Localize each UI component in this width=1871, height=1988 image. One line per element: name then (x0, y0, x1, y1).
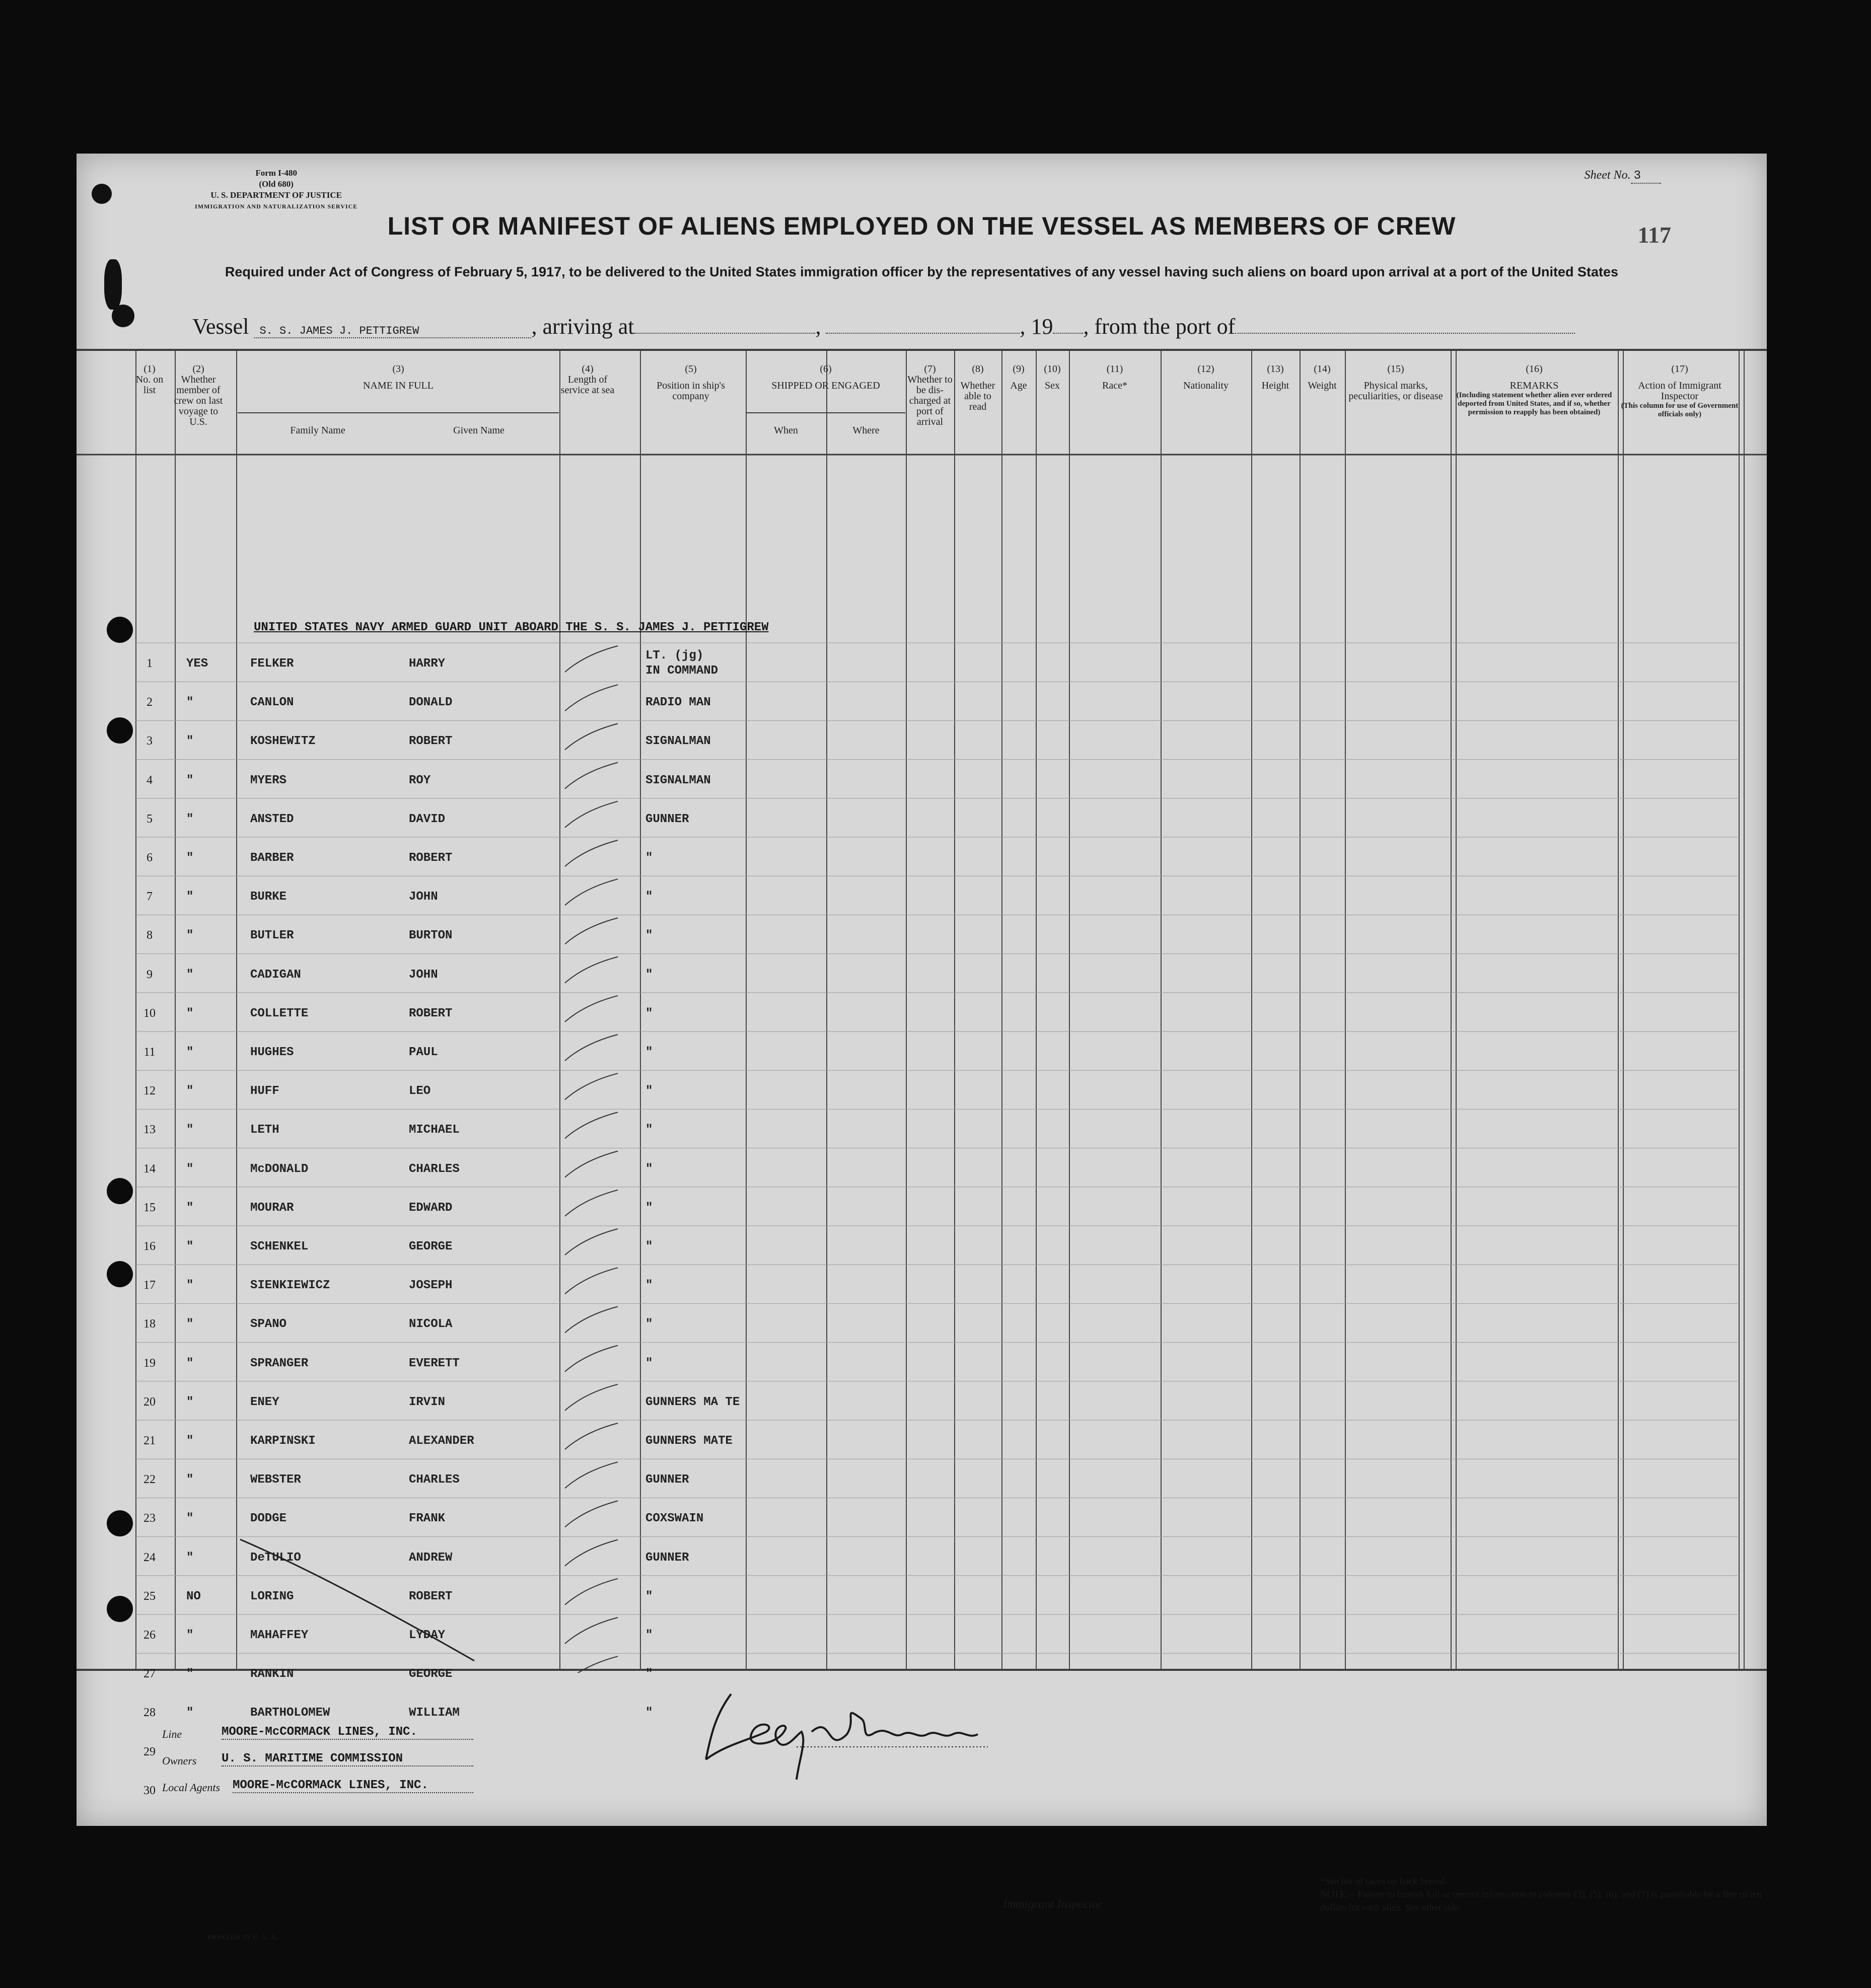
position-cell: " (645, 1123, 653, 1137)
family-name-cell: BURKE (250, 890, 287, 904)
position-cell: " (645, 890, 653, 904)
family-name-cell: BUTLER (250, 929, 294, 943)
given-name-cell: GEORGE (409, 1240, 453, 1254)
row-number: 8 (147, 929, 153, 942)
given-name-cell: ALEXANDER (409, 1434, 474, 1448)
col-4-label: Length of service at sea (560, 374, 615, 396)
given-name-cell: LYDAY (409, 1629, 446, 1642)
row-number: 30 (143, 1784, 156, 1797)
family-name-cell: MAHAFFEY (250, 1629, 309, 1642)
row-number: 18 (143, 1317, 156, 1331)
row-number: 4 (147, 773, 153, 787)
given-name-cell: HARRY (409, 657, 446, 671)
col-17-sublabel: (This column for use of Government officials only) (1621, 402, 1739, 418)
arriving-label: , arriving at (531, 314, 634, 339)
service-length-slash (565, 1229, 618, 1255)
from-port-label: , from the port of (1083, 314, 1236, 339)
row-number: 27 (143, 1667, 156, 1681)
row-number: 25 (143, 1589, 156, 1603)
prior-voyage-value: " (186, 1706, 194, 1720)
manifest-sheet (77, 154, 1767, 1941)
family-name-cell: MYERS (250, 773, 287, 787)
service-length-slash (565, 840, 618, 866)
given-name-cell: CHARLES (409, 1162, 460, 1176)
col-9-header (1002, 364, 1035, 391)
service-length-slash (565, 1190, 618, 1216)
position-cell: " (645, 1629, 653, 1642)
position-cell: " (645, 929, 653, 943)
ink-blot (104, 259, 122, 310)
row-number: 13 (143, 1123, 156, 1137)
prior-voyage-value: " (186, 1473, 194, 1487)
races-note: *See list of races on back hereof. (1320, 1876, 1447, 1887)
manifest-grid (77, 349, 1767, 1673)
col-15-label: Physical marks, peculiarities, or disease (1348, 380, 1443, 402)
row-number: 22 (143, 1473, 156, 1487)
col-9-label: Age (1010, 380, 1027, 391)
prior-voyage-value: " (186, 1317, 194, 1332)
given-name-cell: JOHN (409, 890, 438, 904)
inspector-title: Immigrant Inspector (1003, 1898, 1103, 1911)
family-name-cell: SCHENKEL (250, 1240, 309, 1254)
prior-voyage-value: " (186, 734, 194, 749)
position-cell: " (645, 1046, 653, 1059)
where-header: Where (852, 425, 880, 436)
service-length-slash (565, 1579, 618, 1605)
position-cell: " (645, 1279, 653, 1293)
family-name-cell: FELKER (250, 657, 294, 671)
family-name-cell: LETH (250, 1123, 279, 1137)
position-cell: " (645, 1317, 653, 1332)
position-cell: " (645, 1589, 653, 1603)
service-length-slash (565, 801, 618, 828)
col-9-number: (9) (1013, 363, 1025, 375)
col-6-label: SHIPPED OR ENGAGED (771, 380, 880, 391)
family-name-cell: KARPINSKI (250, 1434, 316, 1448)
page-subtitle: Required under Act of Congress of February 5, 1917, to be delivered to the United States immigration officer by the representatives of any vessel having such aliens on board upon arrival at a port of the United States (225, 264, 1619, 279)
row-number: 16 (143, 1240, 156, 1253)
col-14-header (1300, 364, 1344, 391)
local-agents-label: Local Agents (162, 1781, 221, 1794)
family-name-cell: McDONALD (250, 1162, 309, 1176)
family-name-cell: ENEY (250, 1395, 279, 1409)
penalty-note: NOTE.—Failure to furnish full or correct information in columns (3), (5), (6), and (7) is punishable by a fine of ten dollars for each alien. See other side. (1320, 1889, 1762, 1913)
given-name-header: Given Name (453, 425, 505, 436)
local-agents-value: MOORE-McCORMACK LINES, INC. (233, 1779, 473, 1793)
col-1-label: No. on list (135, 374, 164, 396)
prior-voyage-value: " (186, 1395, 194, 1409)
row-number: 26 (143, 1629, 156, 1642)
prior-voyage-value: " (186, 1512, 194, 1526)
row-number: 29 (143, 1745, 156, 1758)
position-cell: " (645, 1706, 653, 1720)
family-name-cell: HUGHES (250, 1046, 294, 1059)
service-length-slash (565, 1306, 618, 1333)
prior-voyage-value: NO (186, 1589, 201, 1603)
service-length-slash (565, 723, 618, 750)
family-name-cell: BARBER (250, 851, 294, 865)
prior-voyage-value: " (186, 1084, 194, 1098)
col-10-label: Sex (1045, 380, 1060, 391)
family-name-header: Family Name (290, 425, 345, 436)
family-name-cell: CANLON (250, 696, 294, 710)
col-15-header (1345, 364, 1446, 402)
family-name-cell: SPRANGER (250, 1356, 309, 1370)
row-number: 14 (143, 1162, 156, 1175)
prior-voyage-value: " (186, 890, 194, 904)
position-cell: GUNNER (645, 812, 689, 826)
service-length-slash (565, 1462, 618, 1488)
given-name-cell: EDWARD (409, 1201, 453, 1215)
form-identifier (195, 168, 357, 212)
given-name-cell: FRANK (409, 1512, 446, 1526)
given-name-cell: ROBERT (409, 734, 453, 749)
col-2-header (173, 364, 224, 427)
printed-in-usa: PRINTED IN U. S. A. (207, 1933, 278, 1941)
row-number: 23 (143, 1512, 156, 1525)
year-label: , 19 (1020, 314, 1053, 339)
col-2-number: (2) (192, 363, 204, 375)
col-12-label: Nationality (1183, 380, 1229, 391)
prior-voyage-value: " (186, 929, 194, 943)
position-cell: SIGNALMAN (645, 773, 711, 787)
owners-label: Owners (162, 1754, 197, 1767)
col-7-header (906, 364, 954, 427)
col-8-header (955, 364, 1001, 412)
footnotes (1320, 1875, 1763, 1915)
col-13-number: (13) (1267, 363, 1284, 375)
row-number: 21 (143, 1434, 156, 1447)
prior-voyage-value: " (186, 1006, 194, 1020)
position-cell: " (645, 1356, 653, 1370)
service-length-slash (565, 685, 618, 711)
family-name-cell: LORING (250, 1589, 294, 1603)
service-length-slash (565, 957, 618, 983)
position-cell: " (645, 1006, 653, 1020)
prior-voyage-value: " (186, 1240, 194, 1254)
family-name-cell: HUFF (250, 1084, 279, 1098)
position-cell: GUNNER (645, 1551, 689, 1565)
prior-voyage-value: " (186, 1046, 194, 1059)
ink-blot (112, 305, 134, 327)
col-6-header (746, 364, 905, 391)
row-number: 24 (143, 1551, 156, 1564)
col-16-number: (16) (1526, 363, 1543, 375)
given-name-cell: ROY (409, 773, 431, 787)
col-6-number: (6) (820, 363, 832, 375)
given-name-cell: PAUL (409, 1046, 438, 1059)
col-11-label: Race* (1102, 380, 1127, 391)
vessel-line: Vessel S. S. JAMES J. PETTIGREW , arriving at , , 19 , from the port of (192, 314, 1575, 339)
given-name-cell: ANDREW (409, 1551, 453, 1565)
service-length-slash (565, 1268, 618, 1294)
prior-voyage-value: " (186, 968, 194, 982)
position-cell: " (645, 1240, 653, 1254)
prior-voyage-value: " (186, 1551, 194, 1565)
position-cell: " (645, 1084, 653, 1098)
prior-voyage-value: " (186, 1434, 194, 1448)
prior-voyage-value: " (186, 1123, 194, 1137)
department-name: U. S. DEPARTMENT OF JUSTICE (210, 190, 342, 200)
form-old-number: (Old 680) (259, 179, 294, 189)
row-number: 1 (147, 657, 153, 670)
col-16-header (1451, 364, 1617, 417)
service-length-slash (565, 646, 618, 672)
col-11-number: (11) (1106, 363, 1123, 375)
given-name-cell: DONALD (409, 696, 453, 710)
col-1-header (134, 364, 165, 396)
row-number: 12 (143, 1084, 156, 1098)
prior-voyage-value: " (186, 696, 194, 710)
row-number: 15 (143, 1201, 156, 1214)
service-length-slash (565, 996, 618, 1022)
row-number: 11 (143, 1046, 156, 1059)
prior-voyage-value: " (186, 1356, 194, 1370)
sheet-number-label: Sheet No. (1584, 169, 1631, 182)
col-10-number: (10) (1044, 363, 1061, 375)
col-15-number: (15) (1387, 363, 1404, 375)
col-8-label: Whether able to read (960, 380, 995, 412)
position-cell: SIGNALMAN (645, 734, 711, 749)
prior-voyage-value: " (186, 1201, 194, 1215)
col-5-label: Position in ship's company (657, 380, 725, 402)
line-value: MOORE-McCORMACK LINES, INC. (222, 1725, 473, 1740)
given-name-cell: ROBERT (409, 1589, 453, 1603)
prior-voyage-value: " (186, 773, 194, 787)
col-1-number: (1) (143, 363, 156, 375)
row-number: 28 (143, 1706, 156, 1720)
service-length-slash (565, 1346, 618, 1372)
col-5-number: (5) (685, 363, 697, 375)
row-number: 17 (143, 1279, 156, 1292)
service-length-slash (565, 1112, 618, 1138)
row-number: 20 (143, 1395, 156, 1409)
service-length-slash (565, 879, 618, 905)
col-16-label: REMARKS (1509, 380, 1559, 391)
given-name-cell: IRVIN (409, 1395, 446, 1409)
col-17-label: Action of Immigrant Inspector (1638, 380, 1721, 402)
family-name-cell: SIENKIEWICZ (250, 1279, 330, 1293)
position-cell: GUNNERS MATE (645, 1434, 733, 1448)
prior-voyage-value: YES (186, 657, 208, 671)
inspector-signature (696, 1684, 1008, 1785)
col-12-number: (12) (1197, 363, 1214, 375)
given-name-cell: ROBERT (409, 851, 453, 865)
position-cell: " (645, 1162, 653, 1176)
owners-value: U. S. MARITIME COMMISSION (222, 1752, 473, 1766)
stamped-page-number: 117 (1637, 222, 1671, 248)
prior-voyage-value: " (186, 851, 194, 865)
col-2-label: Whether member of crew on last voyage to U.S. (174, 374, 223, 427)
col-13-header (1252, 364, 1299, 391)
when-header: When (774, 425, 798, 436)
given-name-cell: DAVID (409, 812, 446, 826)
position-cell: " (645, 1667, 653, 1681)
given-name-cell: ROBERT (409, 1006, 453, 1020)
position-cell: GUNNER (645, 1473, 689, 1487)
family-name-cell: BARTHOLOMEW (250, 1706, 330, 1720)
family-name-cell: KOSHEWITZ (250, 734, 316, 749)
position-cell: " (645, 851, 653, 865)
col-12-header (1161, 364, 1251, 391)
prior-voyage-value: " (186, 1279, 194, 1293)
service-name: IMMIGRATION AND NATURALIZATION SERVICE (195, 203, 358, 210)
position-cell: LT. (jg) (645, 649, 704, 662)
position-cell: RADIO MAN (645, 696, 711, 710)
family-name-cell: DODGE (250, 1512, 287, 1526)
family-name-cell: DeTULIO (250, 1551, 301, 1565)
family-name-cell: MOURAR (250, 1201, 294, 1215)
given-name-cell: EVERETT (409, 1356, 460, 1370)
prior-voyage-value: " (186, 1667, 194, 1681)
col-13-label: Height (1261, 380, 1289, 391)
position-cell: GUNNERS MA TE (645, 1395, 740, 1409)
service-length-slash (565, 763, 618, 789)
line-label: Line (162, 1728, 182, 1740)
service-length-slash (565, 918, 618, 944)
vessel-label: Vessel (192, 314, 249, 339)
given-name-cell: NICOLA (409, 1317, 453, 1332)
given-name-cell: WILLIAM (409, 1706, 460, 1720)
given-name-cell: LEO (409, 1084, 431, 1098)
col-4-header (560, 364, 615, 396)
family-name-cell: COLLETTE (250, 1006, 309, 1020)
family-name-cell: CADIGAN (250, 968, 301, 982)
row-number: 7 (147, 890, 153, 904)
service-length-slash (565, 1035, 618, 1061)
col-17-number: (17) (1671, 363, 1688, 375)
service-length-slash (565, 1540, 618, 1566)
page-title: LIST OR MANIFEST OF ALIENS EMPLOYED ON THE VESSEL AS MEMBERS OF CREW (387, 212, 1456, 240)
sheet-number-value: 3 (1631, 169, 1661, 184)
position-cell: " (645, 1201, 653, 1215)
prior-voyage-value: " (186, 812, 194, 826)
col-7-number: (7) (924, 363, 936, 375)
given-name-cell: CHARLES (409, 1473, 460, 1487)
col-3-number: (3) (392, 363, 404, 375)
ink-blot (92, 184, 112, 204)
section-heading: UNITED STATES NAVY ARMED GUARD UNIT ABOARD THE S. S. JAMES J. PETTIGREW (254, 621, 769, 634)
col-8-number: (8) (972, 363, 984, 375)
col-3-header (238, 364, 559, 391)
given-name-cell: JOHN (409, 968, 438, 982)
given-name-cell: GEORGE (409, 1667, 453, 1681)
col-14-number: (14) (1314, 363, 1331, 375)
row-number: 19 (143, 1356, 156, 1370)
given-name-cell: MICHAEL (409, 1123, 460, 1137)
service-length-slash (565, 1423, 618, 1449)
col-10-header (1036, 364, 1068, 391)
position-cell: COXSWAIN (645, 1512, 704, 1526)
service-length-slash (565, 1617, 618, 1644)
col-14-label: Weight (1308, 380, 1337, 391)
form-number: Form I-480 (255, 168, 297, 178)
position-cell-line2: IN COMMAND (645, 664, 718, 678)
family-name-cell: ANSTED (250, 812, 294, 826)
given-name-cell: BURTON (409, 929, 453, 943)
service-length-slash (565, 1501, 618, 1527)
row-number: 3 (147, 734, 153, 748)
col-7-label: Whether to be dis-charged at port of arrival (907, 374, 953, 427)
col-5-header (640, 364, 741, 402)
given-name-cell: JOSEPH (409, 1279, 453, 1293)
row-number: 6 (147, 851, 153, 864)
col-3-label: NAME IN FULL (363, 380, 434, 391)
col-4-number: (4) (582, 363, 594, 375)
col-17-header (1619, 364, 1740, 419)
service-length-slash (565, 1151, 618, 1177)
service-length-slash (565, 1384, 618, 1411)
row-number: 5 (147, 812, 153, 826)
family-name-cell: SPANO (250, 1317, 287, 1332)
vessel-name: S. S. JAMES J. PETTIGREW (254, 325, 531, 338)
position-cell: " (645, 968, 653, 982)
row-number: 9 (147, 968, 153, 981)
prior-voyage-value: " (186, 1629, 194, 1642)
sheet-number (1585, 169, 1661, 183)
family-name-cell: WEBSTER (250, 1473, 301, 1487)
col-16-sublabel: (Including statement whether alien ever ordered deported from United States, and if so, whether permission to reapply has been obtained) (1456, 391, 1612, 416)
row-number: 2 (147, 696, 153, 709)
row-number: 10 (143, 1006, 156, 1020)
family-name-cell: RANKIN (250, 1667, 294, 1681)
prior-voyage-value: " (186, 1162, 194, 1176)
service-length-slash (565, 1073, 618, 1099)
col-11-header (1069, 364, 1160, 391)
